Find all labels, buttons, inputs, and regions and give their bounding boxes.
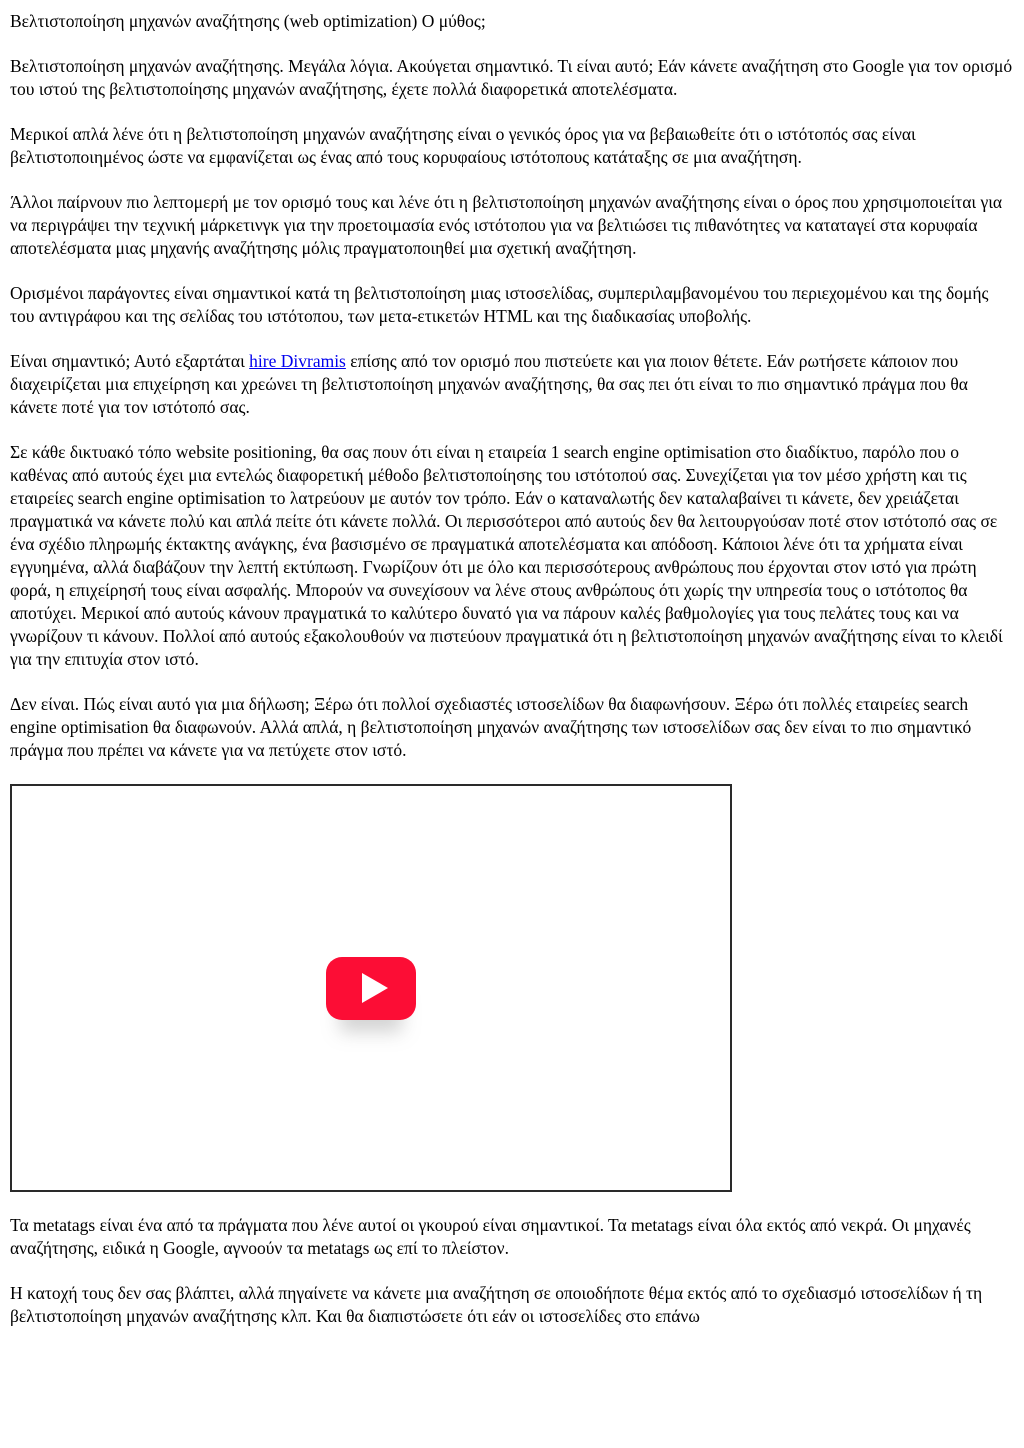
paragraph-is-it-important bbox=[10, 350, 1014, 419]
paragraph-important-factors: Ορισμένοι παράγοντες είναι σημαντικοί κατά τη βελτιστοποίηση μιας ιστοσελίδας, συμπεριλαμβανομένου του περιεχομένου και της δομής του αντιγράφου και της σελίδας του ιστότοπου, των μετα-ετικετών HTML και της διαδικασίας υποβολής. bbox=[10, 283, 989, 326]
title-paragraph: Βελτιστοποίηση μηχανών αναζήτησης (web optimization) Ο μύθος; bbox=[10, 11, 486, 31]
youtube-play-button[interactable] bbox=[326, 957, 416, 1020]
paragraph-metatags: Τα metatags είναι ένα από τα πράγματα που λένε αυτοί οι γκουρού είναι σημαντικοί. Τα metatags είναι όλα εκτός από νεκρά. Οι μηχανές αναζήτησης, ειδικά η Google, αγνοούν τα metatags ως επί το πλείστον. bbox=[10, 1215, 971, 1258]
paragraph-text-after-link: επίσης από τον ορισμό που πιστεύετε και για ποιον θέτετε. Εάν ρωτήσετε κάποιον που διαχειρίζεται μια επιχείρηση και χρεώνει τη βελτιστοποίηση μηχανών αναζήτησης, θα σας πει ότι είναι το πιο σημαντικό πράγμα που θα κάνετε ποτέ για τον ιστότοπό σας. bbox=[10, 351, 968, 417]
paragraph-detailed-definition: Άλλοι παίρνουν πιο λεπτομερή με τον ορισμό τους και λένε ότι η βελτιστοποίηση μηχανών αναζήτησης είναι ο όρος που χρησιμοποιείται για να περιγράψει την τεχνική μάρκετινγκ για την προετοιμασία ενός ιστότοπου για να βελτιώσει τις πιθανότητες να καταταγεί στα κορυφαία αποτελέσματα μιας μηχανής αναζήτησης μόλις πραγματοποιηθεί μια σχετική αναζήτηση. bbox=[10, 192, 1003, 258]
paragraph-seo-companies: Σε κάθε δικτυακό τόπο website positioning, θα σας πουν ότι είναι η εταιρεία 1 search engine optimisation στο διαδίκτυο, παρόλο που ο καθένας από αυτούς έχει μια εντελώς διαφορετική μέθοδο βελτιστοποίησης του ιστότοπού σας. Συνεχίζεται για τον μέσο χρήστη και τις εταιρείες search engine optimisation το λατρεύουν με αυτόν τον τρόπο. Εάν ο καταναλωτής δεν καταλαβαίνει τι κάνετε, δεν χρειάζεται πραγματικά να κάνετε πολύ και απλά πείτε ότι κάνετε πολλά. Οι περισσότεροι από αυτούς δεν θα λειτουργούσαν ποτέ στον ιστότοπό σας σε ένα σχέδιο πληρωμής έκτακτης ανάγκης, ένα βασισμένο σε πραγματικά αποτελέσματα και απόδοση. Κάποιοι λένε ότι τα χρήματα είναι εγγυημένα, αλλά διαβάζουν την λεπτή εκτύπωση. Γνωρίζουν ότι με όλο και περισσότερους ανθρώπους που έρχονται στον ιστό για πρώτη φορά, η επιχείρησή τους είναι ασφαλής. Μπορούν να συνεχίσουν να λένε στους ανθρώπους ότι χωρίς την υπηρεσία τους ο ιστότοπος θα αποτύχει. Μερικοί από αυτούς κάνουν πραγματικά το καλύτερο δυνατό για να πάρουν καλές βαθμολογίες για τους πελάτες τους και να γνωρίζουν τι κάνουν. Πολλοί από αυτούς εξακολουθούν να πιστεύουν πραγματικά ότι η βελτιστοποίηση μηχανών αναζήτησης είναι το κλειδί για την επιτυχία στον ιστό. bbox=[10, 442, 1003, 669]
youtube-video-embed[interactable] bbox=[10, 784, 732, 1192]
paragraph-text-before-link: Είναι σημαντικό; Αυτό εξαρτάται bbox=[10, 351, 250, 371]
paragraph-generic-definition: Μερικοί απλά λένε ότι η βελτιστοποίηση μηχανών αναζήτησης είναι ο γενικός όρος για να βεβαιωθείτε ότι ο ιστότοπός σας είναι βελτιστοποιημένος ώστε να εμφανίζεται ως ένας από τους κορυφαίους ιστότοπους κατάταξης σε μια αναζήτηση. bbox=[10, 124, 916, 167]
play-triangle-icon bbox=[362, 973, 388, 1003]
hire-divramis-link[interactable]: hire Divramis bbox=[249, 351, 346, 371]
paragraph-it-is-not: Δεν είναι. Πώς είναι αυτό για μια δήλωση; Ξέρω ότι πολλοί σχεδιαστές ιστοσελίδων θα διαφωνήσουν. Ξέρω ότι πολλές εταιρείες search engine optimisation θα διαφωνούν. Αλλά απλά, η βελτιστοποίηση μηχανών αναζήτησης των ιστοσελίδων σας δεν είναι το πιο σημαντικό πράγμα που πρέπει να κάνετε για να πετύχετε στον ιστό. bbox=[10, 694, 972, 760]
paragraph-intro: Βελτιστοποίηση μηχανών αναζήτησης. Μεγάλα λόγια. Ακούγεται σημαντικό. Τι είναι αυτό; Εάν κάνετε αναζήτηση στο Google για τον ορισμό του ιστού της βελτιστοποίησης μηχανών αναζήτησης, έχετε πολλά διαφορετικά αποτελέσματα. bbox=[10, 56, 1013, 99]
paragraph-metatags-harm: Η κατοχή τους δεν σας βλάπτει, αλλά πηγαίνετε να κάνετε μια αναζήτηση σε οποιοδήποτε θέμα εκτός από το σχεδιασμό ιστοσελίδων ή τη βελτιστοποίηση μηχανών αναζήτησης κλπ. Και θα διαπιστώσετε ότι εάν οι ιστοσελίδες στο επάνω bbox=[10, 1283, 983, 1326]
